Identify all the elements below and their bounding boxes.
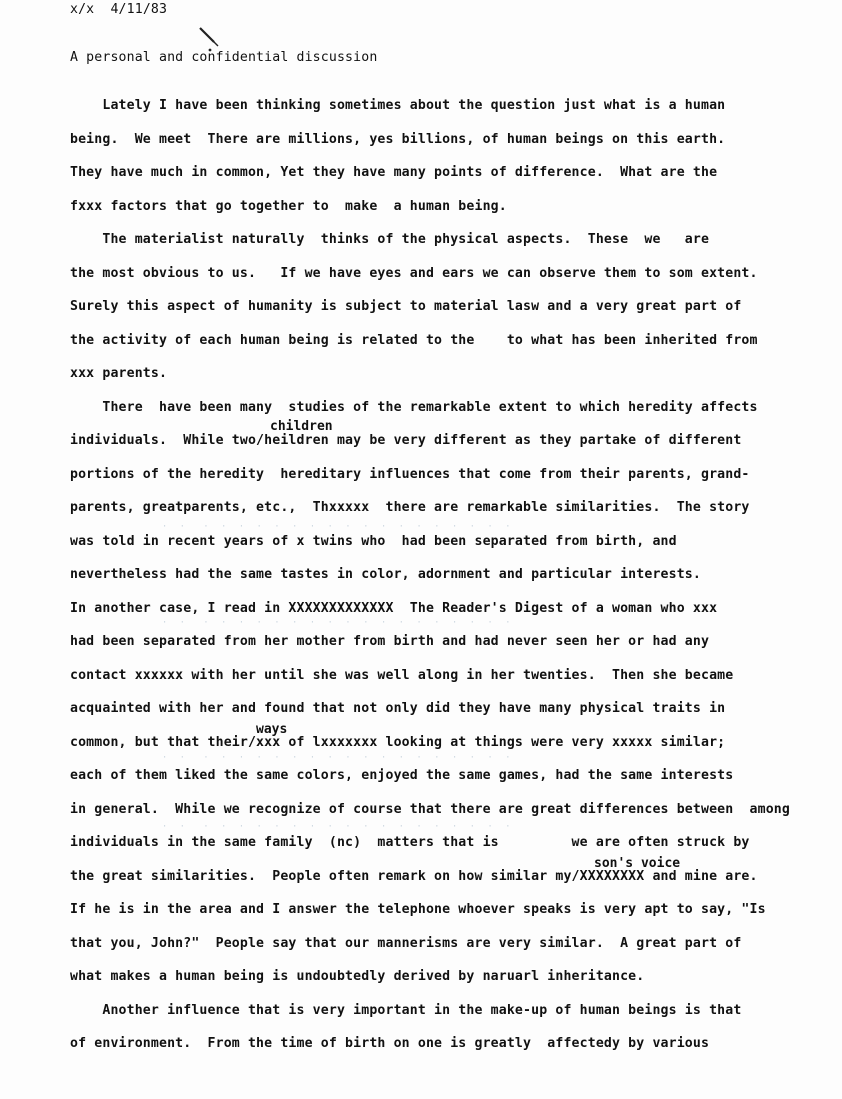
text-line: the great similarities. People often remark on how similar my/XXXXXXXX and mine are. — [70, 868, 758, 884]
document-title: A personal and confidential discussion — [70, 50, 378, 65]
text-line: There have been many studies of the remarkable extent to which heredity affects — [70, 399, 758, 415]
text-line: If he is in the area and I answer the telephone whoever speaks is very apt to say, "Is — [70, 902, 766, 917]
text-line: that you, John?" People say that our mannerisms are very similar. A great part of — [70, 935, 742, 951]
text-line: Surely this aspect of humanity is subject to material lasw and a very great part of — [70, 299, 742, 314]
text-line: being. We meet There are millions, yes billions, of human beings on this earth. — [70, 131, 726, 147]
text-line: Another influence that is very important in the make-up of human beings is that — [70, 1002, 742, 1018]
bleed-through-text: · · · · · · · · · · · · · · · · · · · · — [150, 618, 512, 628]
header-mark: x/x — [70, 2, 95, 17]
text-line: nevertheless had the same tastes in color, adornment and particular interests. — [70, 567, 701, 582]
insertion-sons-voice: son's voice — [594, 856, 681, 871]
header-date: 4/11/83 — [110, 2, 168, 17]
text-line: Lately I have been thinking sometimes about the question just what is a human — [70, 98, 726, 113]
text-line: fxxx factors that go together to make a human being. — [70, 198, 507, 214]
text-line: what makes a human being is undoubtedly derived by naruarl inheritance. — [70, 969, 645, 984]
text-line: individuals. While two/heildren may be very different as they partake of different — [70, 433, 742, 448]
text-line: the activity of each human being is related to the to what has been inherited from — [70, 332, 758, 348]
bleed-through-text: · · · · · · · · · · · · · · · · · · · · — [150, 753, 512, 763]
text-line: individuals in the same family (nc) matters that is we are often struck by — [70, 835, 750, 850]
text-line: xxx parents. — [70, 366, 168, 381]
text-line: of environment. From the time of birth on one is greatly affectedy by various — [70, 1036, 710, 1051]
text-line: common, but that their/xxx of lxxxxxxx looking at things were very xxxxx similar; — [70, 734, 726, 750]
text-line: in general. While we recognize of course that there are great differences between among — [70, 801, 790, 817]
text-line: the most obvious to us. If we have eyes and ears we can observe them to som extent. — [70, 265, 758, 281]
pen-stroke-mark — [198, 26, 220, 52]
text-line: They have much in common, Yet they have many points of difference. What are the — [70, 165, 718, 180]
text-line: had been separated from her mother from birth and had never seen her or had any — [70, 634, 710, 649]
text-line: contact xxxxxx with her until she was well along in her twenties. Then she became — [70, 667, 734, 683]
text-line: parents, greatparents, etc., Thxxxxx there are remarkable similarities. The story — [70, 500, 750, 515]
text-line: portions of the heredity hereditary influences that come from their parents, grand- — [70, 466, 750, 482]
text-line: In another case, I read in XXXXXXXXXXXXX The Reader's Digest of a woman who xxx — [70, 600, 718, 616]
bleed-through-text: · · · · · · · · · · · · · · · · · · · · — [150, 822, 512, 832]
insertion-children: children — [270, 419, 333, 434]
insertion-ways: ways — [256, 722, 288, 737]
text-line: was told in recent years of x twins who had been separated from birth, and — [70, 533, 677, 549]
text-line: The materialist naturally thinks of the physical aspects. These we are — [70, 232, 710, 247]
text-line: acquainted with her and found that not only did they have many physical traits in — [70, 701, 726, 716]
bleed-through-text: · · · · · · · · · · · · · · · · · · · · — [150, 522, 512, 532]
page-header — [70, 2, 167, 17]
text-line: each of them liked the same colors, enjoyed the same games, had the same interests — [70, 768, 734, 783]
